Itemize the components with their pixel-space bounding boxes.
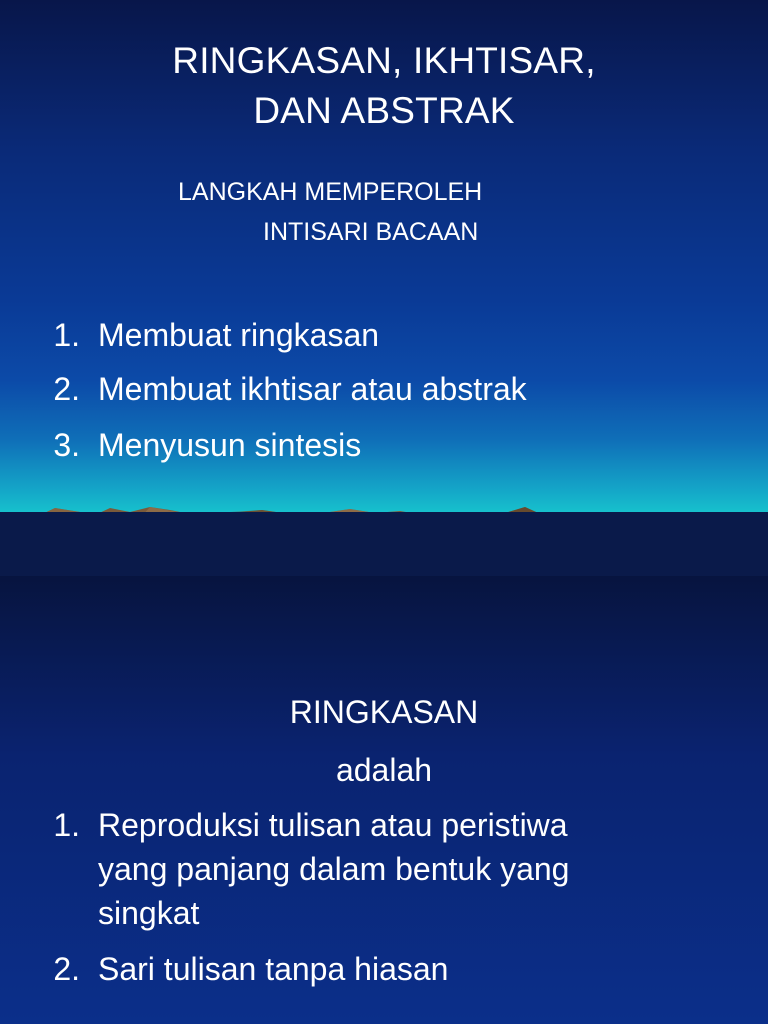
mountain-range xyxy=(0,507,655,512)
mountain-highlight xyxy=(0,508,95,512)
slide-title-line-2: DAN ABSTRAK xyxy=(253,90,515,131)
list-text: Reproduksi tulisan atau peristiwa xyxy=(98,807,568,843)
section-subheading: adalah xyxy=(335,752,433,788)
list-text: Sari tulisan tanpa hiasan xyxy=(98,951,449,987)
slide-2 xyxy=(0,576,768,1024)
list-text: yang panjang dalam bentuk yang xyxy=(98,851,570,887)
list-number: 1. xyxy=(53,317,80,353)
list-text: Menyusun sintesis xyxy=(98,427,362,463)
mountain-shadow xyxy=(505,507,600,512)
mountain-highlight xyxy=(315,509,375,512)
list-text: Membuat ringkasan xyxy=(98,317,380,353)
list-number: 3. xyxy=(53,427,80,463)
list-number: 1. xyxy=(53,807,80,843)
list-text: singkat xyxy=(98,895,200,931)
mountain-shadow xyxy=(230,510,290,512)
subtitle-line-2: INTISARI BACAAN xyxy=(263,218,479,246)
slide-title-line-1: RINGKASAN, IKHTISAR, xyxy=(172,40,596,81)
list-text: Membuat ikhtisar atau abstrak xyxy=(98,371,527,407)
list-number: 2. xyxy=(53,371,80,407)
subtitle-line-1: LANGKAH MEMPEROLEH xyxy=(178,178,483,206)
list-number: 2. xyxy=(53,951,80,987)
section-heading: RINGKASAN xyxy=(289,694,479,730)
